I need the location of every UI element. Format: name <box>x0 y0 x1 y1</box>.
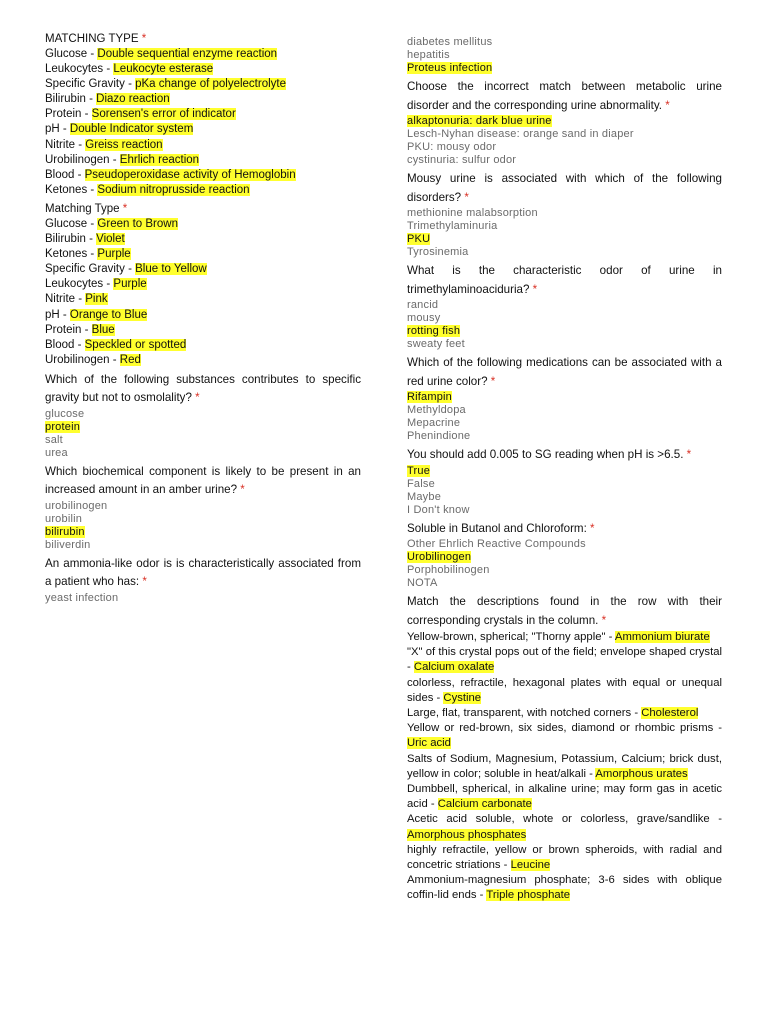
matching2-rows <box>45 217 361 368</box>
match-row: Glucose - Double sequential enzyme reaction <box>45 48 278 60</box>
options-ph <box>407 465 722 517</box>
option-item[interactable]: glucose <box>45 407 85 420</box>
match-row: Protein - Blue <box>45 323 115 336</box>
question-meds: Which of the following medications can be associated with a red urine color? * <box>407 356 722 388</box>
option-item[interactable]: Maybe <box>407 490 442 503</box>
match-row: Ketones - Purple <box>45 248 131 261</box>
option-item[interactable]: diabetes mellitus <box>407 36 493 48</box>
option-item[interactable]: urobilinogen <box>45 499 108 512</box>
options-meds <box>407 391 722 443</box>
match-row: Ketones - Sodium nitroprusside reaction <box>45 183 250 196</box>
option-item[interactable]: Tyrosinemia <box>407 246 469 258</box>
match-row: Leukocytes - Leukocyte esterase <box>45 63 214 76</box>
option-item-selected[interactable]: rotting fish <box>407 325 461 337</box>
option-item[interactable]: PKU: mousy odor <box>407 141 497 153</box>
match-row: pH - Double Indicator system <box>45 123 194 136</box>
question-ammonia: An ammonia-like odor is is characteristically associated from a patient who has: * <box>45 556 361 589</box>
option-item-selected[interactable]: protein <box>45 420 81 433</box>
option-item[interactable]: yeast infection <box>45 591 119 604</box>
option-item[interactable]: salt <box>45 433 63 446</box>
option-item[interactable]: hepatitis <box>407 49 450 61</box>
option-item[interactable]: Other Ehrlich Reactive Compounds <box>407 538 586 550</box>
match-row: Urobilinogen - Ehrlich reaction <box>45 153 200 166</box>
options-odor <box>407 299 722 351</box>
option-item-selected[interactable]: Urobilinogen <box>407 551 472 563</box>
option-item[interactable]: False <box>407 477 435 490</box>
match-row: Protein - Sorensen's error of indicator <box>45 108 236 121</box>
match-row: pH - Orange to Blue <box>45 308 148 321</box>
question-odor: What is the characteristic odor of urine in trimethylaminoaciduria? * <box>407 264 722 296</box>
option-item-selected[interactable]: True <box>407 464 431 477</box>
crystal-row: Large, flat, transparent, with notched corners - Cholesterol <box>407 707 699 720</box>
match-row: Nitrite - Greiss reaction <box>45 138 163 151</box>
crystal-row: Yellow or red-brown, six sides, diamond or rhombic prisms - Uric acid <box>407 722 722 750</box>
option-item[interactable]: methionine malabsorption <box>407 207 538 219</box>
option-item[interactable]: sweaty feet <box>407 338 465 350</box>
options-amber <box>45 500 361 552</box>
crystal-row: highly refractile, yellow or brown spheroids, with radial and concetric striations - Leucine <box>407 843 722 872</box>
match-row: Bilirubin - Diazo reaction <box>45 93 170 106</box>
match-row: Urobilinogen - Red <box>45 353 141 366</box>
option-item-selected[interactable]: PKU <box>407 233 431 245</box>
option-item[interactable]: Trimethylaminuria <box>407 220 498 232</box>
option-item[interactable]: urobilin <box>45 512 83 525</box>
option-item[interactable]: Porphobilinogen <box>407 564 490 576</box>
match-row: Leukocytes - Purple <box>45 278 147 291</box>
option-item[interactable]: I Don't know <box>407 503 470 516</box>
option-item[interactable]: mousy <box>407 312 441 324</box>
option-item[interactable]: NOTA <box>407 577 438 589</box>
crystal-row: Acetic acid soluble, whote or colorless, grave/sandlike - Amorphous phosphates <box>407 813 722 841</box>
matching1-title: MATCHING TYPE * <box>45 33 147 45</box>
match-row: Specific Gravity - Blue to Yellow <box>45 263 207 276</box>
crystal-row: Ammonium-magnesium phosphate; 3-6 sides with oblique coffin-lid ends - Triple phosphate <box>407 874 722 902</box>
option-item[interactable]: Lesch-Nyhan disease: orange sand in diaper <box>407 128 634 140</box>
option-item[interactable]: Mepacrine <box>407 417 461 429</box>
options-mousy <box>407 207 722 259</box>
match-row: Glucose - Green to Brown <box>45 217 178 230</box>
left-column <box>45 32 361 605</box>
option-item-selected[interactable]: bilirubin <box>45 525 85 538</box>
question-sg: Which of the following substances contributes to specific gravity but not to osmolality? * <box>45 372 361 405</box>
match-row: Specific Gravity - pKa change of polyelectrolyte <box>45 78 286 91</box>
match-row: Blood - Speckled or spotted <box>45 338 187 351</box>
question-metabolic: Choose the incorrect match between metabolic urine disorder and the corresponding urine abnormality. * <box>407 80 722 112</box>
option-item[interactable]: urea <box>45 446 68 459</box>
match-row: Bilirubin - Violet <box>45 233 125 246</box>
options-sg <box>45 408 361 460</box>
options-metabolic <box>407 115 722 167</box>
match-row: Blood - Pseudoperoxidase activity of Hemoglobin <box>45 168 296 181</box>
question-ph: You should add 0.005 to SG reading when pH is >6.5. * <box>407 448 692 461</box>
options-ammonia-left <box>45 592 361 605</box>
option-item[interactable]: rancid <box>407 299 439 311</box>
option-item-selected[interactable]: alkaptonuria: dark blue urine <box>407 115 552 127</box>
crystal-row: Yellow-brown, spherical; "Thorny apple" - Ammonium biurate <box>407 631 710 643</box>
match-row: Nitrite - Pink <box>45 293 108 306</box>
options-ammonia-right <box>407 36 722 75</box>
question-crystals: Match the descriptions found in the row with their corresponding crystals in the column. * <box>407 595 722 627</box>
crystal-row: Dumbbell, spherical, in alkaline urine; may form gas in acetic acid - Calcium carbonate <box>407 783 722 811</box>
option-item[interactable]: biliverdin <box>45 538 91 551</box>
option-item-selected[interactable]: Rifampin <box>407 391 453 403</box>
right-column <box>407 36 722 904</box>
options-butanol <box>407 538 722 590</box>
option-item[interactable]: Methyldopa <box>407 404 466 416</box>
option-item[interactable]: Phenindione <box>407 430 471 442</box>
question-butanol: Soluble in Butanol and Chloroform: * <box>407 521 595 535</box>
crystal-row: colorless, refractile, hexagonal plates with equal or unequal sides - Cystine <box>407 676 722 704</box>
question-amber: Which biochemical component is likely to be present in an increased amount in an amber urine? * <box>45 464 361 497</box>
crystal-row: Salts of Sodium, Magnesium, Potassium, Calcium; brick dust, yellow in color; soluble in heat/alkali - Amorphous urates <box>407 752 722 780</box>
crystal-row: "X" of this crystal pops out of the field; envelope shaped crystal - Calcium oxalate <box>407 646 722 674</box>
matching1-rows <box>45 47 361 198</box>
crystal-rows <box>407 630 722 904</box>
question-mousy: Mousy urine is associated with which of the following disorders? * <box>407 172 722 204</box>
option-item[interactable]: cystinuria: sulfur odor <box>407 154 517 166</box>
matching2-title: Matching Type * <box>45 202 128 215</box>
option-item-selected[interactable]: Proteus infection <box>407 62 493 74</box>
